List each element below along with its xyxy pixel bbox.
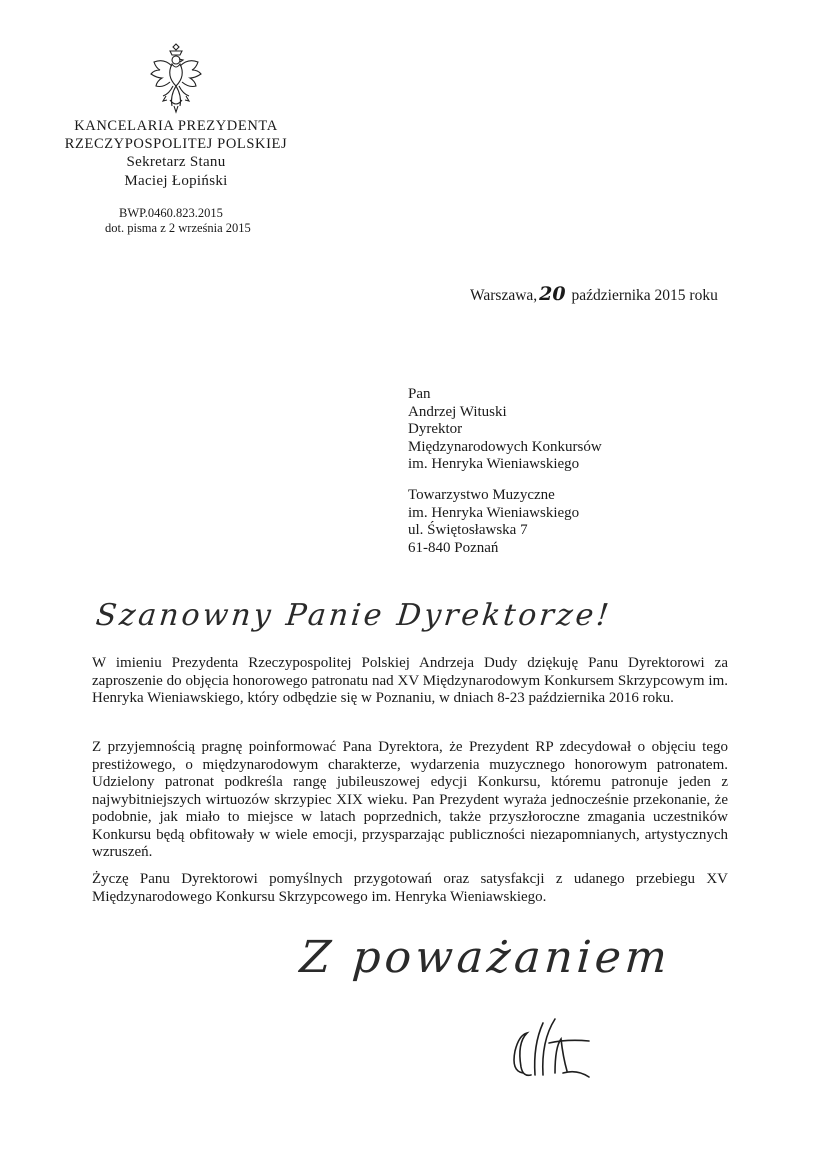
signatory-name: Maciej Łopiński (124, 173, 228, 189)
position-title: Sekretarz Stanu (126, 154, 226, 170)
office-name-line1: KANCELARIA PREZYDENTA (74, 118, 278, 134)
recipient-line: Andrzej Wituski (408, 403, 507, 420)
closing-handwritten: Z poważaniem (298, 932, 673, 983)
handwritten-signature-icon (505, 1015, 600, 1090)
date-place: Warszawa, (470, 287, 538, 304)
recipient-line: Dyrektor (408, 421, 463, 438)
polish-eagle-emblem-icon (146, 40, 206, 116)
recipient-line: im. Henryka Wieniawskiego (408, 456, 580, 473)
date-line (470, 283, 718, 305)
date-day-handwritten: 20 (539, 283, 566, 305)
salutation-handwritten: Szanowny Panie Dyrektorze! (94, 598, 614, 633)
recipient-block (408, 386, 602, 474)
office-name-line2: RZECZYPOSPOLITEJ POLSKIEJ (64, 136, 288, 152)
date-rest: października 2015 roku (571, 287, 718, 304)
reference-letter: dot. pisma z 2 września 2015 (105, 221, 251, 235)
organization-line: 61-840 Poznań (408, 539, 499, 556)
organization-line: ul. Świętosławska 7 (408, 522, 528, 539)
reference-number: BWP.0460.823.2015 (119, 206, 223, 220)
organization-line: im. Henryka Wieniawskiego (408, 504, 580, 521)
organization-block (408, 487, 579, 557)
recipient-line: Pan (408, 386, 431, 402)
body-paragraph-2: Z przyjemnością pragnę poinformować Pana Dyrektora, że Prezydent RP zdecydował o objęciu tego prestiżowego, o międzynarodowym charakterze, wydarzenia muzycznego honorowym patronatem. Udzielony patronat podkreśla rangę jubileuszowej edycji Konkursu, któremu patronuje jeden z najwybitniejszych wirtuozów skrzypiec XIX wieku. Pan Prezydent wyraża jednocześnie przekonanie, że podobnie, jak miało to miejsce w latach poprzednich, także przyszłoroczne zmagania uczestników Konkursu będą obfitowały w wiele emocji, przysparzając publiczności niezapomnianych, artystycznych wzruszeń. (92, 739, 728, 860)
recipient-line: Międzynarodowych Konkursów (408, 438, 602, 455)
body-paragraph-1: W imieniu Prezydenta Rzeczypospolitej Polskiej Andrzeja Dudy dziękuję Panu Dyrektorowi za zaproszenie do objęcia honorowego patronatu nad XV Międzynarodowym Konkursem Skrzypcowym im. Henryka Wieniawskiego, który odbędzie się w Poznaniu, w dniach 8-23 października 2016 roku. (92, 655, 728, 706)
body-paragraph-3: Życzę Panu Dyrektorowi pomyślnych przygotowań oraz satysfakcji z udanego przebiegu XV Międzynarodowego Konkursu Skrzypcowego im. Henryka Wieniawskiego. (92, 871, 728, 905)
organization-line: Towarzystwo Muzyczne (408, 487, 555, 503)
